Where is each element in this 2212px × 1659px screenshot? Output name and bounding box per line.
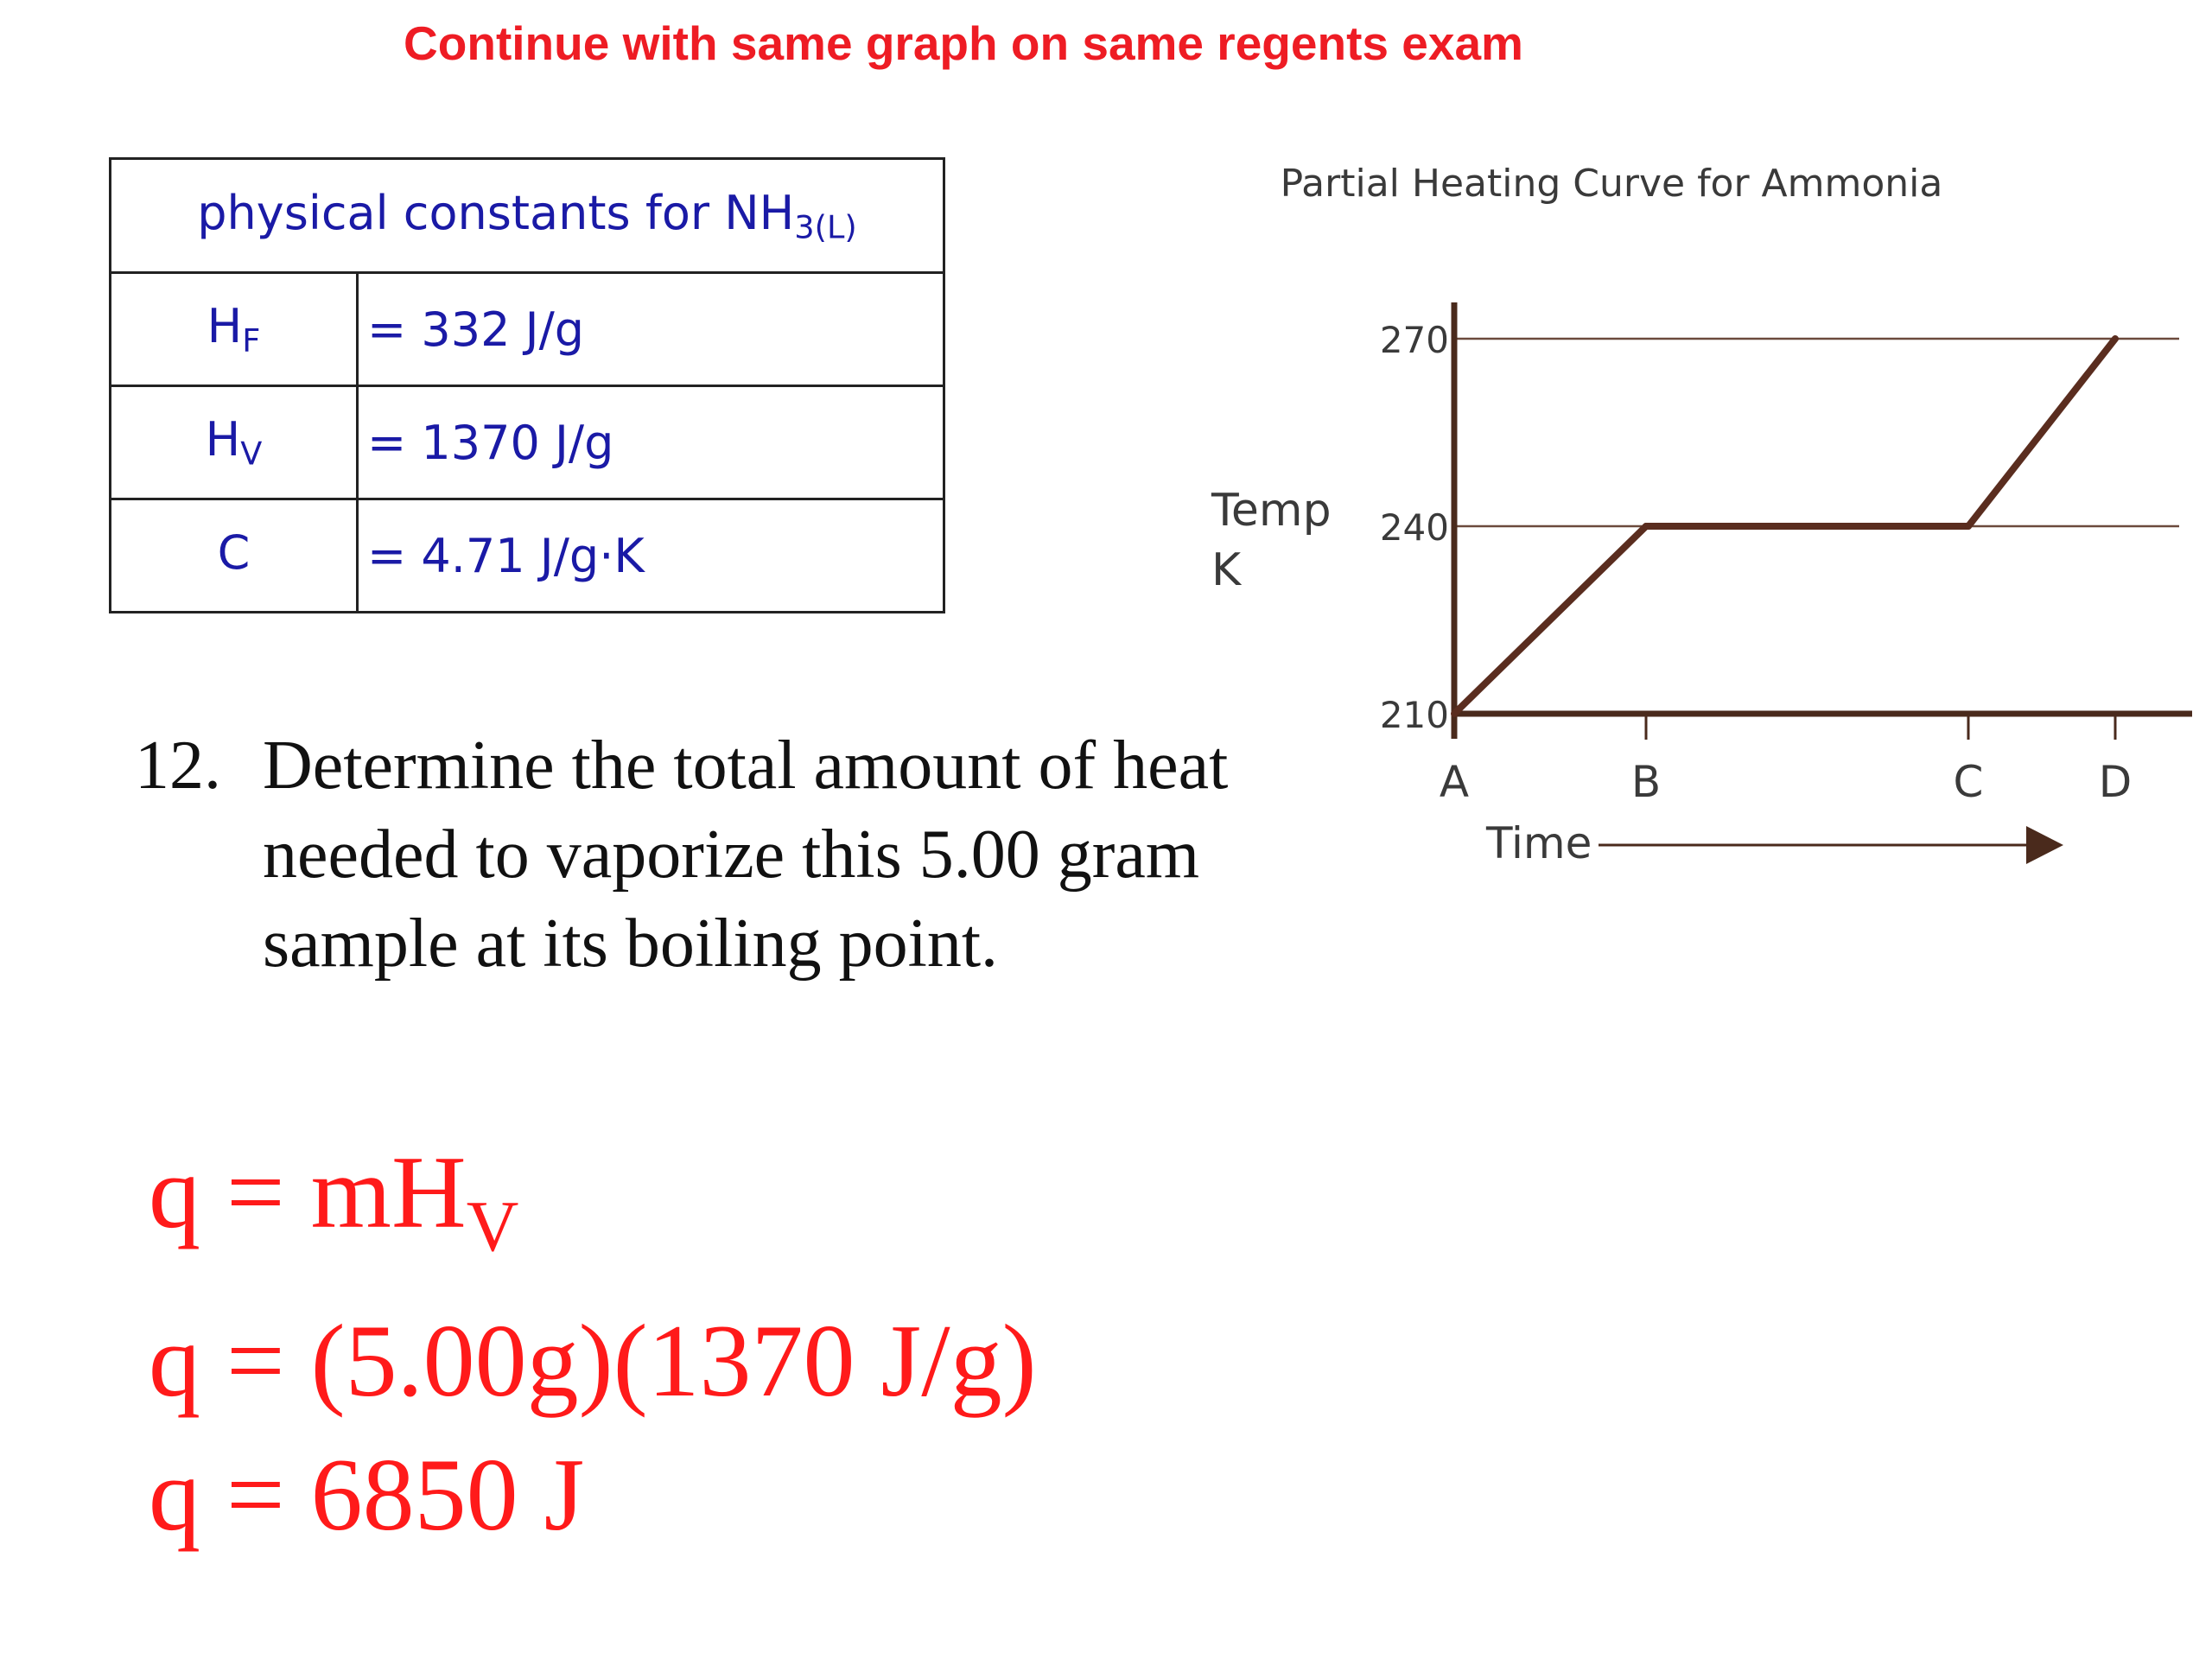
x-tick-label: B [1630, 757, 1662, 807]
time-arrowhead-icon [2026, 826, 2063, 864]
constant-value: = 332 J/g [358, 273, 944, 386]
symbol-text: H [207, 299, 243, 354]
symbol-text: C [217, 525, 251, 581]
symbol-subscript: F [242, 321, 261, 359]
curve-segment [1968, 339, 2115, 526]
table-title [111, 159, 944, 273]
x-tick-label: C [1953, 757, 1984, 807]
y-tick-label: 210 [1379, 694, 1449, 736]
solution-block [149, 1125, 1037, 1561]
curve-segment [1454, 526, 1646, 714]
constant-symbol [111, 273, 358, 386]
symbol-subscript: V [240, 435, 263, 473]
constant-symbol [111, 386, 358, 499]
y-tick-label: 270 [1379, 319, 1449, 361]
solution-line-1-text: q = mH [149, 1135, 467, 1249]
table-row [111, 386, 944, 499]
x-axis-label: Time [1486, 818, 1592, 868]
solution-line-2: q = (5.00g)(1370 J/g) [149, 1302, 1037, 1418]
x-tick-label: D [2098, 757, 2133, 807]
y-tick-label: 240 [1379, 506, 1449, 549]
data-point [1966, 524, 1972, 530]
solution-line-3: q = 6850 J [149, 1436, 585, 1552]
constant-value: = 4.71 J/g·K [358, 499, 944, 613]
constant-value: = 1370 J/g [358, 386, 944, 499]
table-title-subscript: 3(L) [794, 208, 857, 246]
table-row [111, 273, 944, 386]
chart-title: Partial Heating Curve for Ammonia [1280, 162, 1943, 206]
x-tick-label: A [1439, 757, 1470, 807]
data-point [2113, 336, 2119, 342]
question-text: Determine the total amount of heat needed to vaporize this 5.00 gram sample at its boiling point. [263, 728, 1229, 982]
physical-constants-table [109, 157, 945, 613]
y-axis-label-line-1: Temp [1211, 485, 1332, 537]
table-row [111, 499, 944, 613]
table-header-row [111, 159, 944, 273]
question-number: 12. [135, 728, 221, 804]
solution-line-1-subscript: V [466, 1185, 519, 1267]
solution-line-1 [149, 1125, 1037, 1294]
headline: Continue with same graph on same regents exam [404, 16, 1523, 70]
table-title-text: physical constants for NH [197, 185, 795, 240]
data-point [1643, 524, 1649, 530]
heating-curve-chart [1192, 147, 2203, 899]
data-point [1452, 711, 1458, 717]
constant-symbol [111, 499, 358, 613]
symbol-text: H [205, 412, 241, 467]
y-axis-label-line-2: K [1211, 544, 1242, 596]
